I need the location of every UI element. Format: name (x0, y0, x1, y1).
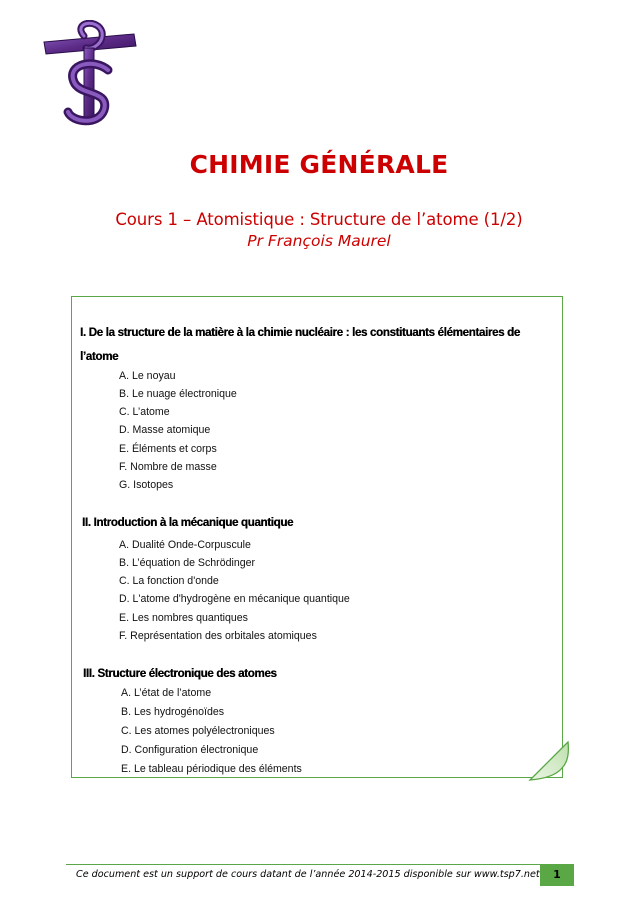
page-number: 1 (540, 864, 574, 886)
section-3-item-c: C. Les atomes polyélectroniques (121, 725, 275, 737)
section-1-item-f: F. Nombre de masse (119, 461, 217, 473)
section-2-item-a: A. Dualité Onde-Corpuscule (119, 539, 251, 551)
section-1-item-b: B. Le nuage électronique (119, 388, 237, 400)
section-2-item-f: F. Représentation des orbitales atomiques (119, 630, 317, 642)
section-3-item-b: B. Les hydrogénoïdes (121, 706, 225, 718)
document-title: CHIMIE GÉNÉRALE (189, 150, 449, 179)
footer-text: Ce document est un support de cours datant de l’année 2014-2015 disponible sur www.tsp7.net (76, 869, 540, 880)
course-subtitle: Cours 1 – Atomistique : Structure de l’atome (1/2) (115, 210, 523, 229)
section-2-item-b: B. L’équation de Schrödinger (119, 557, 256, 569)
section-3-item-e: E. Le tableau périodique des éléments (121, 763, 302, 775)
section-2-item-e: E. Les nombres quantiques (119, 612, 248, 624)
author-name: Pr François Maurel (247, 232, 391, 250)
section-title-3: III. Structure électronique des atomes (83, 667, 277, 680)
tsp7-logo (38, 20, 138, 130)
section-1-item-e: E. Éléments et corps (119, 443, 217, 455)
section-title-1: I. De la structure de la matière à la chimie nucléaire : les constituants élémentaires de l’atome (80, 326, 520, 363)
page-curl-icon (528, 740, 574, 786)
section-1-item-g: G. Isotopes (119, 479, 174, 491)
section-2-item-c: C. La fonction d'onde (119, 575, 219, 587)
section-3-item-a: A. L’état de l’atome (121, 687, 212, 699)
section-1-item-a: A. Le noyau (119, 370, 176, 382)
section-3-item-d: D. Configuration électronique (121, 744, 259, 756)
section-2-item-d: D. L'atome d'hydrogène en mécanique quantique (119, 593, 350, 605)
section-title-2: II. Introduction à la mécanique quantique (82, 516, 294, 529)
section-1-item-d: D. Masse atomique (119, 424, 211, 436)
section-1-item-c: C. L’atome (119, 406, 170, 418)
